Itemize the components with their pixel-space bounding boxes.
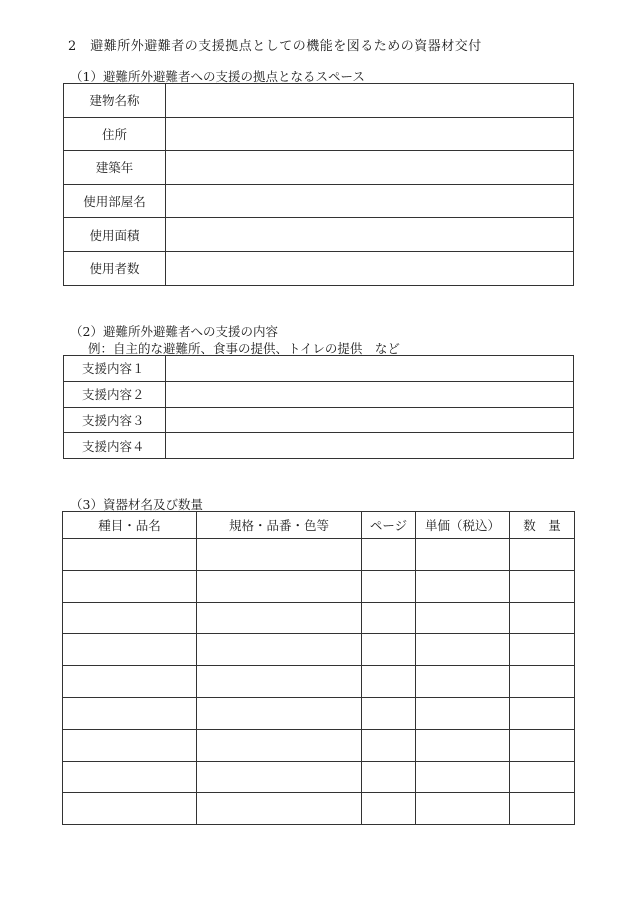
materials-header-row [63,512,575,539]
materials-cell-field[interactable] [63,729,197,761]
materials-cell-field[interactable] [510,761,575,793]
support-row-value-field[interactable] [166,381,574,407]
support-row-label: 支援内容１ [64,356,166,382]
materials-cell-field[interactable] [197,666,362,698]
materials-cell-field[interactable] [416,602,510,634]
materials-cell-field[interactable] [510,602,575,634]
materials-row [63,634,575,666]
materials-column-header: 種目・品名 [63,512,197,539]
materials-cell-field[interactable] [510,570,575,602]
space-row [64,151,574,185]
space-row [64,184,574,218]
materials-column-header: 数 量 [510,512,575,539]
materials-cell-field[interactable] [63,634,197,666]
section3-heading: （3）資器材名及び数量 [70,497,203,512]
materials-column-header: 規格・品番・色等 [197,512,362,539]
space-row [64,251,574,285]
space-row-value-field[interactable] [166,184,574,218]
materials-row [63,570,575,602]
document-title: 2 避難所外避難者の支援拠点としての機能を図るための資器材交付 [68,39,482,54]
materials-cell-field[interactable] [416,697,510,729]
space-table [63,83,574,286]
materials-column-header: 単価（税込） [416,512,510,539]
space-row-label: 建物名称 [64,84,166,118]
materials-cell-field[interactable] [362,570,416,602]
section2-example: 例：自主的な避難所、食事の提供、トイレの提供 など [88,341,400,356]
support-row [64,433,574,459]
materials-cell-field[interactable] [362,666,416,698]
materials-cell-field[interactable] [197,539,362,571]
space-row-value-field[interactable] [166,117,574,151]
support-row-value-field[interactable] [166,433,574,459]
materials-cell-field[interactable] [416,570,510,602]
materials-cell-field[interactable] [416,761,510,793]
materials-row [63,602,575,634]
materials-cell-field[interactable] [510,793,575,825]
materials-cell-field[interactable] [510,729,575,761]
space-row-label: 建築年 [64,151,166,185]
materials-cell-field[interactable] [362,761,416,793]
space-row-label: 使用面積 [64,218,166,252]
materials-cell-field[interactable] [63,761,197,793]
materials-cell-field[interactable] [416,539,510,571]
support-row-value-field[interactable] [166,407,574,433]
space-row-value-field[interactable] [166,84,574,118]
space-row [64,117,574,151]
materials-cell-field[interactable] [63,793,197,825]
space-row-value-field[interactable] [166,251,574,285]
materials-row [63,697,575,729]
materials-cell-field[interactable] [416,666,510,698]
materials-row [63,539,575,571]
support-row [64,407,574,433]
materials-cell-field[interactable] [362,793,416,825]
materials-cell-field[interactable] [197,761,362,793]
support-row [64,381,574,407]
materials-cell-field[interactable] [197,793,362,825]
support-content-table [63,355,574,459]
space-row [64,218,574,252]
materials-row [63,729,575,761]
support-row-label: 支援内容３ [64,407,166,433]
materials-cell-field[interactable] [63,666,197,698]
materials-cell-field[interactable] [63,697,197,729]
materials-row [63,666,575,698]
materials-cell-field[interactable] [197,570,362,602]
materials-cell-field[interactable] [197,634,362,666]
support-row-label: 支援内容２ [64,381,166,407]
materials-cell-field[interactable] [63,539,197,571]
space-row-label: 住所 [64,117,166,151]
materials-cell-field[interactable] [362,539,416,571]
support-row [64,356,574,382]
materials-cell-field[interactable] [63,570,197,602]
materials-cell-field[interactable] [416,793,510,825]
materials-row [63,761,575,793]
materials-cell-field[interactable] [416,634,510,666]
space-row-label: 使用者数 [64,251,166,285]
space-row [64,84,574,118]
support-row-label: 支援内容４ [64,433,166,459]
materials-column-header: ページ [362,512,416,539]
materials-cell-field[interactable] [362,697,416,729]
section1-heading: （1）避難所外避難者への支援の拠点となるスペース [70,69,365,84]
materials-cell-field[interactable] [510,634,575,666]
section2-heading: （2）避難所外避難者への支援の内容 [70,324,278,339]
materials-cell-field[interactable] [197,729,362,761]
materials-cell-field[interactable] [510,666,575,698]
space-row-label: 使用部屋名 [64,184,166,218]
materials-cell-field[interactable] [362,729,416,761]
materials-cell-field[interactable] [416,729,510,761]
space-row-value-field[interactable] [166,151,574,185]
materials-cell-field[interactable] [510,697,575,729]
support-row-value-field[interactable] [166,356,574,382]
materials-cell-field[interactable] [510,539,575,571]
materials-cell-field[interactable] [197,697,362,729]
materials-cell-field[interactable] [362,634,416,666]
materials-table [62,511,575,825]
space-row-value-field[interactable] [166,218,574,252]
materials-cell-field[interactable] [362,602,416,634]
materials-cell-field[interactable] [197,602,362,634]
materials-row [63,793,575,825]
materials-cell-field[interactable] [63,602,197,634]
